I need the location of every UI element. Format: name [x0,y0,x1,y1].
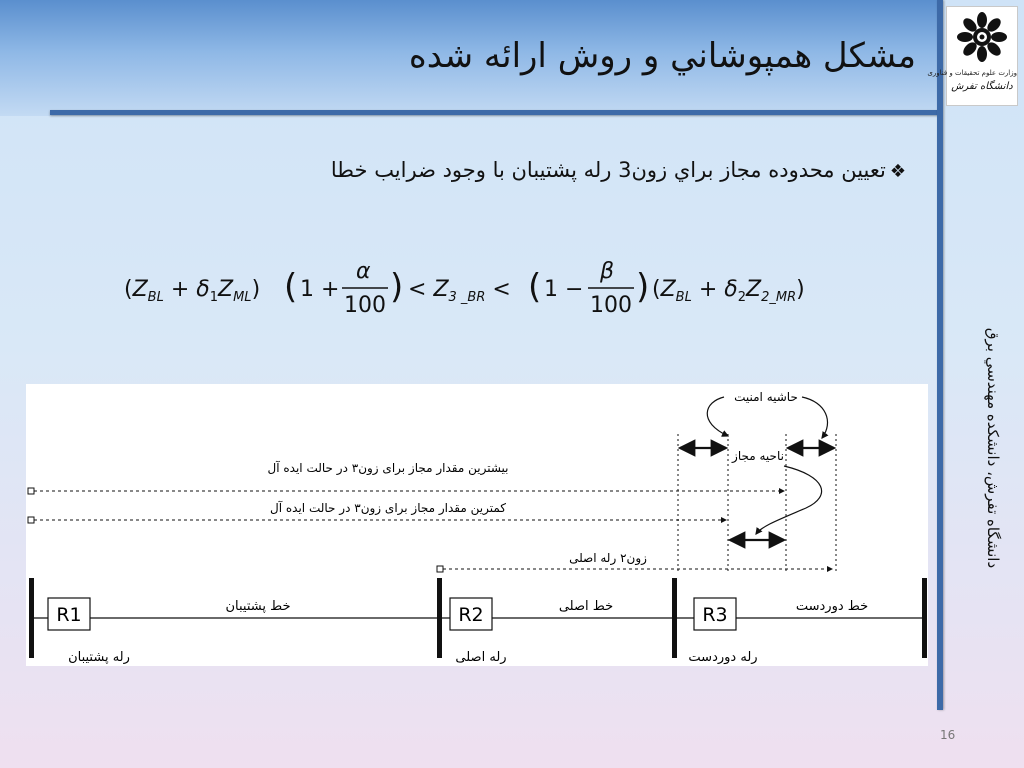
relay-r3-caption: رله دوردست [688,650,758,665]
zone2-label: زون۲ رله اصلی [569,551,647,565]
protection-zone-diagram [26,384,928,666]
relay-r1-label: R1 [56,604,82,626]
margin-arrow-right [802,397,828,438]
relay-r1-caption: رله پشتیبان [68,650,130,665]
zone2-start [437,566,443,572]
formula-part: 1 − [544,277,584,302]
logo-university-text: دانشگاه تفرش [951,81,1013,92]
sub-ml: ML [233,290,252,305]
header-divider [50,110,940,115]
side-caption-text: دانشگاه تفرش، دانشكده مهندسي برق [984,327,1002,569]
backup-line-label: خط پشتیبان [225,599,291,614]
formula-paren: ) [390,267,404,307]
bus-bar [672,578,677,658]
min-zone3-label: کمترین مقدار مجاز برای زون۳ در حالت ایده آل [270,501,506,515]
margin-label: حاشیه امنیت [734,390,798,404]
university-logo [927,6,1018,106]
diamond-bullet-icon: ❖ [889,161,906,182]
formula-part: < $Z_{3 \_BR}$ < [408,277,511,305]
main-line-label: خط اصلی [558,599,614,614]
formula-paren: ( [528,267,542,307]
formula-paren: ) [636,267,650,307]
formula-hundred: 100 [590,293,632,318]
slide-title: مشكل همپوشاني و روش ارائه شده [408,36,916,76]
diagram-svg [26,384,928,666]
min-zone3-start [28,517,34,523]
formula-paren: ( [284,267,298,307]
sub-delta1: 1 [209,290,219,305]
logo-ministry-text: وزارت علوم تحقیقات و فناوری [927,69,1017,77]
bus-bar [437,578,442,658]
max-zone3-label: بیشترین مقدار مجاز برای زون۳ در حالت ایده آل [267,461,509,475]
bus-bar [29,578,34,658]
vertical-divider [937,0,943,710]
formula-part: $(Z_{BL} + \delta_1Z_{ML})$ [124,277,261,305]
formula-alpha: α [356,259,371,284]
bullet-point [331,158,906,182]
sub-delta2: 2 [737,290,747,305]
bullet-text: تعيين محدوده مجاز براي زون3 رله پشتيبان با وجود ضرايب خطا [330,158,886,182]
relay-r2-label: R2 [458,604,484,626]
sub-z3: 3 _BR [448,290,486,305]
page-number: 16 [940,728,956,742]
zone3-formula [120,252,840,322]
remote-line-label: خط دوردست [795,599,869,614]
allowed-zone-label: ناحیه مجاز [732,449,784,463]
max-zone3-start [28,488,34,494]
sub-mr: 2_MR [761,290,797,305]
formula-svg [120,252,840,322]
formula-part: 1 + [300,277,340,302]
relay-r2-caption: رله اصلی [455,650,507,665]
bus-bar [922,578,927,658]
sub-bl: BL [147,290,164,305]
sub-bl2: BL [675,290,692,305]
margin-arrow-left [707,397,728,436]
side-caption [983,308,1003,588]
logo-emblem-icon [947,7,1017,67]
formula-part: $(Z_{BL} + \delta_2Z_{2\_MR})$ [652,277,805,305]
allowed-zone-pointer [756,466,822,534]
relay-r3-label: R3 [702,604,728,626]
formula-hundred: 100 [344,293,386,318]
formula-beta: β [600,259,615,284]
